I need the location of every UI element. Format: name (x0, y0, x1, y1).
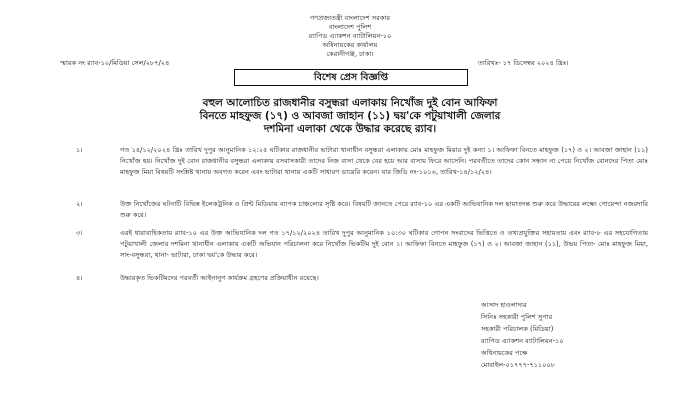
paragraph-number: ১। (76, 146, 83, 154)
paragraph-number: ২। (76, 200, 83, 208)
header-office: অধিনায়কের কার্যালয় (322, 41, 378, 49)
headline-line-2: বিনতে মাহফুজ (১৭) ও আবজা জাহান (১১) দ্বয়'কে পটুয়াখালী জেলার (199, 110, 501, 122)
signatory-name: আসাদ হাওলাদার (481, 301, 527, 309)
headline-line-1: বহুল আলোচিত রাজধানীর বসুন্ধরা এলাকায় নিখোঁজ দুই বোন আফিফা (202, 97, 498, 109)
document-title: বিশেষ প্রেস বিজ্ঞপ্তি (234, 69, 468, 86)
header-police: বাংলাদেশ পুলিশ (328, 23, 372, 31)
paragraph-text: উক্ত নিখোঁজের ঘটনাটি বিভিন্ন ইলেকট্রনিক ও প্রিন্ট মিডিয়ায় ব্যাপক চাঞ্চল্যের সৃষ্টি করে। বিষয়টি জানতে পেরে র‍্যাব-১০ এর একটি আভিযানিক দল ছায়াতদন্ত শুরু করে উদ্ধারের লক্ষ্যে গোয়েন্দা নজরদারি শুরু করে। (120, 200, 648, 219)
header-government: গণপ্রজাতন্ত্রী বাংলাদেশ সরকার (309, 14, 391, 22)
memo-reference: স্মারক নং র‍্যাব-১০/মিডিয়া সেল/২৮৭/২৪ (60, 59, 170, 67)
paragraph-number: ৪। (76, 274, 83, 282)
signatory-mobile: মোবাইল-০১৭৭৭-৭১১০০৮ (481, 361, 556, 369)
paragraph-text: গত ১৪/১২/২০২৪ খ্রিঃ তারিখ দুপুর আনুমানিক ১২:২৫ ঘটিকার রাজধানীর ভাটারা থানাধীন বসুন্ধরা এলাকায় মোঃ মাহফুজ মিয়ার দুই কন্যা ১। আফিফা বিনতে মাহফুজ (১৭) ও ২। আবজা জাহান (১১) নিখোঁজ হয়। নিখোঁজ দুই বোন রাজধানীর বসুন্ধরা এলাকায় বসবাসকারী তাদের নিজ বাসা থেকে বের হয়ে আর বাসায় ফিরে আসেনি। পরবর্তীতে তাদের কোন সন্ধান না পেয়ে নিখোঁজ বোনদের পিতা মোঃ মাহফুজ মিয়া বিষয়টি সংশ্লিষ্ট থানায় অবগত করেন এবং ভাটারা থানায় একটি সাধারণ ডায়েরি করেন। যার জিডি নং-১০১৬, তারিখ-১৪/১২/২৪। (120, 146, 648, 176)
headline-line-3: দশমিনা এলাকা থেকে উদ্ধার করেছে র‍্যাব। (263, 123, 437, 135)
signatory-on-behalf: অধিনায়কের পক্ষে (481, 349, 528, 357)
paragraph-text: উদ্ধারকৃত ভিকটিমদের পরবর্তী আইনানুগ কার্যক্রম গ্রহণের প্রক্রিয়াধীন রয়েছে। (120, 274, 319, 282)
signatory-designation: সহকারী পরিচালক (মিডিয়া) (481, 325, 554, 333)
header-location: কেরানীগঞ্জ, ঢাকা। (326, 50, 374, 58)
signatory-unit: র‍্যাপিড এ্যাকশন ব্যাটালিয়ন-১০ (481, 337, 564, 345)
paragraph-number: ৩। (76, 229, 83, 237)
signatory-rank: সিনিঃ সহকারী পুলিশ সুপার (481, 313, 553, 321)
memo-date: তারিখঃ- ১৭ ডিসেম্বর ২০২৪ খ্রিঃ। (478, 59, 569, 67)
header-battalion: র‍্যাপিড এ্যাকশন ব্যাটালিয়ন-১০ (308, 32, 392, 40)
paragraph-text: এরই ধারাবাহিকতায় র‍্যাব-১০ এর উক্ত আভিযানিক দল গত ১৭/১২/২০২৪ তারিখ দুপুর আনুমানিক ১০:৩০ ঘটিকার গোপন সংবাদের ভিত্তিতে ও তথ্যপ্রযুক্তির সহায়তায় এবং র‍্যাব-৮ এর সহযোগিতায় পটুয়াখালী জেলার দশমিনা থানাধীন এলাকায় একটি অভিযান পরিচালনা করে নিখোঁজ ভিকটিম দুই বোন ১। আফিফা বিনতে মাহফুজ (১৭) ও ২। আবজা জাহান (১১), উভয় পিতা- মোঃ মাহফুজ মিয়া, সাং-বসুন্ধরা, থানা- ভাটারা, ঢাকা দ্বয়'কে উদ্ধার করে। (120, 229, 648, 259)
